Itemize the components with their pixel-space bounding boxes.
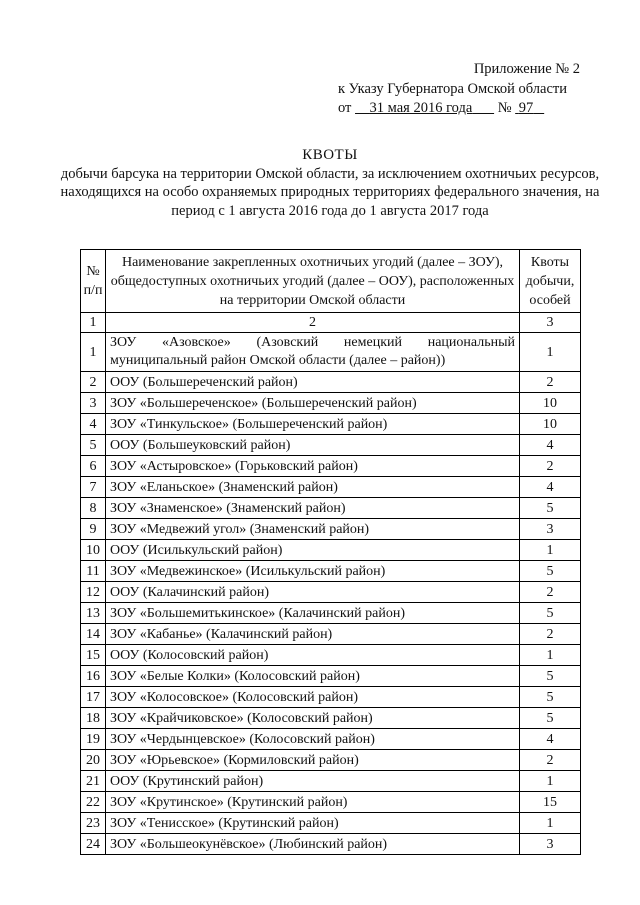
row-number: 5 — [81, 435, 106, 456]
number-prefix: № — [497, 100, 512, 116]
date-prefix: от — [338, 100, 352, 116]
row-quota: 2 — [520, 372, 581, 393]
table-row — [81, 624, 581, 645]
table-row — [81, 333, 581, 372]
row-ground-name: ЗОУ «Знаменское» (Знаменский район) — [106, 498, 520, 519]
row-number: 6 — [81, 456, 106, 477]
row-quota: 5 — [520, 498, 581, 519]
row-quota: 5 — [520, 708, 581, 729]
row-number: 4 — [81, 414, 106, 435]
row-number: 18 — [81, 708, 106, 729]
table-row — [81, 792, 581, 813]
row-number: 11 — [81, 561, 106, 582]
table-row — [81, 645, 581, 666]
table-row — [81, 771, 581, 792]
row-quota: 3 — [520, 519, 581, 540]
row-ground-name: ЗОУ «Крутинское» (Крутинский район) — [106, 792, 520, 813]
row-quota: 1 — [520, 771, 581, 792]
row-number: 2 — [81, 372, 106, 393]
row-quota: 4 — [520, 435, 581, 456]
header-quota: Квоты добычи, особей — [520, 250, 581, 313]
row-quota: 1 — [520, 645, 581, 666]
decree-date: 31 мая 2016 года — [369, 100, 473, 116]
row-ground-name: ООУ (Исилькульский район) — [106, 540, 520, 561]
table-row — [81, 834, 581, 855]
row-number: 17 — [81, 687, 106, 708]
table-row — [81, 666, 581, 687]
row-quota: 10 — [520, 414, 581, 435]
table-row — [81, 603, 581, 624]
row-quota: 5 — [520, 666, 581, 687]
row-number: 21 — [81, 771, 106, 792]
row-ground-name: ЗОУ «Тенисское» (Крутинский район) — [106, 813, 520, 834]
table-row — [81, 708, 581, 729]
row-ground-name: ЗОУ «Тинкульское» (Большереченский район) — [106, 414, 520, 435]
row-ground-name: ЗОУ «Медвежий угол» (Знаменский район) — [106, 519, 520, 540]
header-num: № п/п — [81, 250, 106, 313]
table-row — [81, 456, 581, 477]
row-quota: 1 — [520, 813, 581, 834]
table-row — [81, 729, 581, 750]
row-ground-name: ЗОУ «Медвежинское» (Исилькульский район) — [106, 561, 520, 582]
row-number: 12 — [81, 582, 106, 603]
row-number: 20 — [81, 750, 106, 771]
appendix-header — [338, 60, 588, 119]
row-number: 9 — [81, 519, 106, 540]
row-number: 15 — [81, 645, 106, 666]
index-name: 2 — [106, 313, 520, 333]
row-number: 1 — [81, 333, 106, 372]
row-quota: 5 — [520, 687, 581, 708]
row-ground-name: ЗОУ «Юрьевское» (Кормиловский район) — [106, 750, 520, 771]
row-quota: 15 — [520, 792, 581, 813]
row-quota: 5 — [520, 603, 581, 624]
row-number: 8 — [81, 498, 106, 519]
table-row — [81, 435, 581, 456]
row-ground-name: ЗОУ «Большемитькинское» (Калачинский район) — [106, 603, 520, 624]
table-row — [81, 813, 581, 834]
title-heading: КВОТЫ — [302, 147, 358, 163]
row-quota: 2 — [520, 624, 581, 645]
table-row — [81, 414, 581, 435]
row-number: 10 — [81, 540, 106, 561]
table-row — [81, 561, 581, 582]
row-ground-name: ЗОУ «Колосовское» (Колосовский район) — [106, 687, 520, 708]
column-index-row — [81, 313, 581, 333]
row-ground-name: ООУ (Большереченский район) — [106, 372, 520, 393]
index-num: 1 — [81, 313, 106, 333]
row-number: 7 — [81, 477, 106, 498]
row-ground-name: ООУ (Крутинский район) — [106, 771, 520, 792]
appendix-decree: к Указу Губернатора Омской области — [338, 80, 568, 97]
row-ground-name: ООУ (Колосовский район) — [106, 645, 520, 666]
document-title — [60, 146, 600, 220]
table-row — [81, 687, 581, 708]
row-ground-name: ЗОУ «Кабанье» (Калачинский район) — [106, 624, 520, 645]
table-header-row — [81, 250, 581, 313]
row-quota: 2 — [520, 582, 581, 603]
table-row — [81, 372, 581, 393]
row-number: 19 — [81, 729, 106, 750]
table-row — [81, 519, 581, 540]
row-quota: 1 — [520, 333, 581, 372]
table-row — [81, 498, 581, 519]
row-quota: 2 — [520, 750, 581, 771]
row-quota: 4 — [520, 477, 581, 498]
appendix-date-line — [338, 99, 588, 119]
row-number: 23 — [81, 813, 106, 834]
decree-number: 97 — [518, 100, 534, 116]
row-ground-name: ЗОУ «Белые Колки» (Колосовский район) — [106, 666, 520, 687]
row-number: 24 — [81, 834, 106, 855]
row-ground-name: ЗОУ «Астыровское» (Горьковский район) — [106, 456, 520, 477]
index-quota: 3 — [520, 313, 581, 333]
row-ground-name: ЗОУ «Большеокунёвское» (Любинский район) — [106, 834, 520, 855]
row-number: 14 — [81, 624, 106, 645]
title-subtitle: добычи барсука на территории Омской области, за исключением охотничьих ресурсов, находящихся на особо охраняемых природных территориях федерального значения, на период с 1 августа 2016 года до 1 августа 2017 года — [60, 165, 600, 219]
table-row — [81, 540, 581, 561]
row-quota: 5 — [520, 561, 581, 582]
table-row — [81, 750, 581, 771]
row-quota: 4 — [520, 729, 581, 750]
row-ground-name: ЗОУ «Чердынцевское» (Колосовский район) — [106, 729, 520, 750]
table-row — [81, 582, 581, 603]
row-ground-name: ЗОУ «Еланьское» (Знаменский район) — [106, 477, 520, 498]
row-ground-name: ЗОУ «Большереченское» (Большереченский район) — [106, 393, 520, 414]
table-row — [81, 477, 581, 498]
row-ground-name: ЗОУ «Крайчиковское» (Колосовский район) — [106, 708, 520, 729]
row-quota: 2 — [520, 456, 581, 477]
row-ground-name: ООУ (Большеуковский район) — [106, 435, 520, 456]
table-row — [81, 393, 581, 414]
appendix-number: Приложение № 2 — [473, 61, 580, 77]
row-ground-name: ООУ (Калачинский район) — [106, 582, 520, 603]
row-number: 16 — [81, 666, 106, 687]
row-number: 13 — [81, 603, 106, 624]
row-ground-name: ЗОУ «Азовское» (Азовский немецкий национальный муниципальный район Омской области (далее – район)) — [106, 333, 520, 372]
row-number: 22 — [81, 792, 106, 813]
row-quota: 1 — [520, 540, 581, 561]
quota-table — [80, 249, 581, 855]
header-name: Наименование закрепленных охотничьих угодий (далее – ЗОУ), общедоступных охотничьих угодий (далее – ООУ), расположенных на территории Омской области — [106, 250, 520, 313]
row-number: 3 — [81, 393, 106, 414]
row-quota: 10 — [520, 393, 581, 414]
row-quota: 3 — [520, 834, 581, 855]
